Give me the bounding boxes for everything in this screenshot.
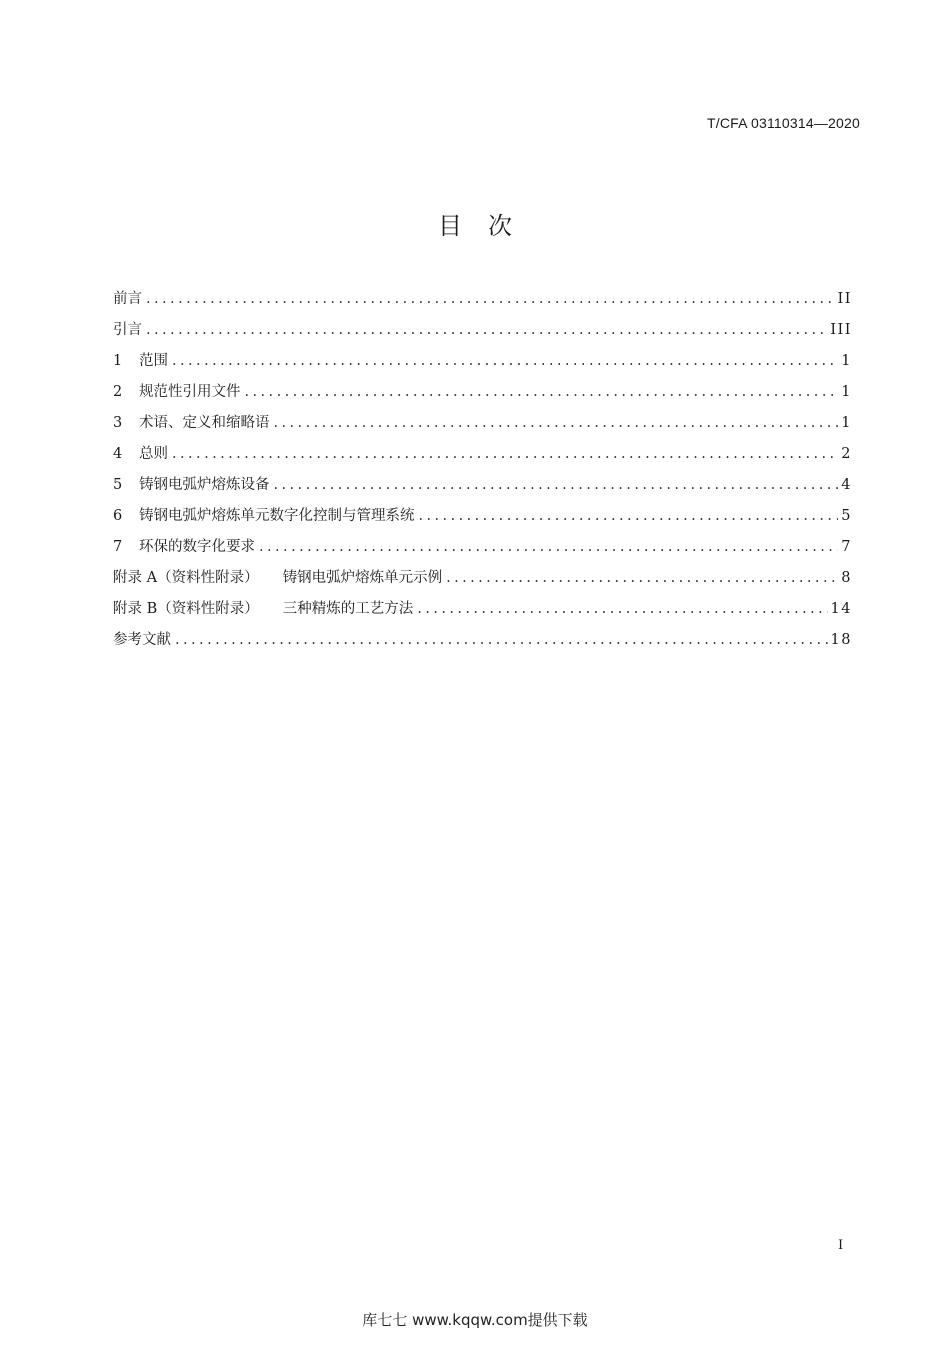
toc-section-number: 7	[113, 539, 123, 555]
toc-page-number: 14	[830, 601, 852, 617]
appendix-title: 铸钢电弧炉熔炼单元示例	[282, 570, 443, 586]
toc-page-number: III	[830, 322, 852, 338]
toc-label: 铸钢电弧炉熔炼单元数字化控制与管理系统	[139, 508, 415, 524]
toc-section-number: 4	[113, 446, 123, 462]
toc-section-number: 3	[113, 415, 123, 431]
toc-entry-appendix-a[interactable]	[113, 566, 852, 597]
toc-section-number: 6	[113, 508, 123, 524]
toc-page-number: 1	[841, 353, 852, 369]
toc-leader-dots	[419, 508, 839, 524]
toc-label	[113, 597, 413, 618]
toc-label	[113, 566, 442, 587]
toc-leader-dots	[274, 415, 839, 431]
toc-entry-digital-control[interactable]	[113, 504, 852, 535]
appendix-title: 三种精炼的工艺方法	[282, 601, 414, 617]
toc-leader-dots	[446, 570, 838, 586]
toc-label: 总则	[139, 446, 168, 462]
toc-leader-dots	[274, 477, 839, 493]
toc-label: 环保的数字化要求	[139, 539, 255, 555]
toc-label: 范围	[139, 353, 168, 369]
document-code: T/CFA 03110314—2020	[707, 115, 860, 131]
toc-section-number: 5	[113, 477, 123, 493]
toc-entry-normative-references[interactable]	[113, 380, 852, 411]
toc-page-number: 5	[841, 508, 852, 524]
toc-label: 引言	[113, 322, 142, 338]
toc-entry-general[interactable]	[113, 442, 852, 473]
toc-label: 参考文献	[113, 632, 171, 648]
toc-leader-dots	[259, 539, 838, 555]
toc-leader-dots	[146, 291, 835, 307]
appendix-tag: 附录 B（资料性附录）	[113, 601, 259, 617]
toc-page-number: 8	[841, 570, 852, 586]
toc-label: 前言	[113, 291, 142, 307]
toc-entry-equipment[interactable]	[113, 473, 852, 504]
toc-label: 铸钢电弧炉熔炼设备	[139, 477, 270, 493]
toc-entry-environmental[interactable]	[113, 535, 852, 566]
toc-entry-preface[interactable]	[113, 287, 852, 318]
toc-section-number: 2	[113, 384, 123, 400]
toc-leader-dots	[245, 384, 839, 400]
toc-page-number: 4	[841, 477, 852, 493]
toc-leader-dots	[172, 446, 838, 462]
toc-page-number: 2	[841, 446, 852, 462]
toc-leader-dots	[146, 322, 827, 338]
toc-section-number: 1	[113, 353, 123, 369]
toc-page-number: 1	[841, 415, 852, 431]
toc-label: 规范性引用文件	[139, 384, 241, 400]
toc-entry-scope[interactable]	[113, 349, 852, 380]
toc-entry-bibliography[interactable]	[113, 628, 852, 659]
toc-page-number: 7	[841, 539, 852, 555]
toc-leader-dots	[417, 601, 827, 617]
toc-page-number: 18	[830, 632, 852, 648]
toc-leader-dots	[172, 353, 838, 369]
appendix-tag: 附录 A（资料性附录）	[113, 570, 259, 586]
toc-entry-introduction[interactable]	[113, 318, 852, 349]
toc-page-number: 1	[841, 384, 852, 400]
download-source-note: 库七七 www.kqqw.com提供下载	[362, 1311, 588, 1329]
toc-leader-dots	[175, 632, 828, 648]
toc-title: 目次	[438, 212, 538, 240]
toc-page-number: II	[837, 291, 852, 307]
page-number: I	[838, 1238, 844, 1253]
toc-label: 术语、定义和缩略语	[139, 415, 270, 431]
toc-entry-appendix-b[interactable]	[113, 597, 852, 628]
table-of-contents	[113, 287, 852, 659]
toc-entry-terms-definitions[interactable]	[113, 411, 852, 442]
